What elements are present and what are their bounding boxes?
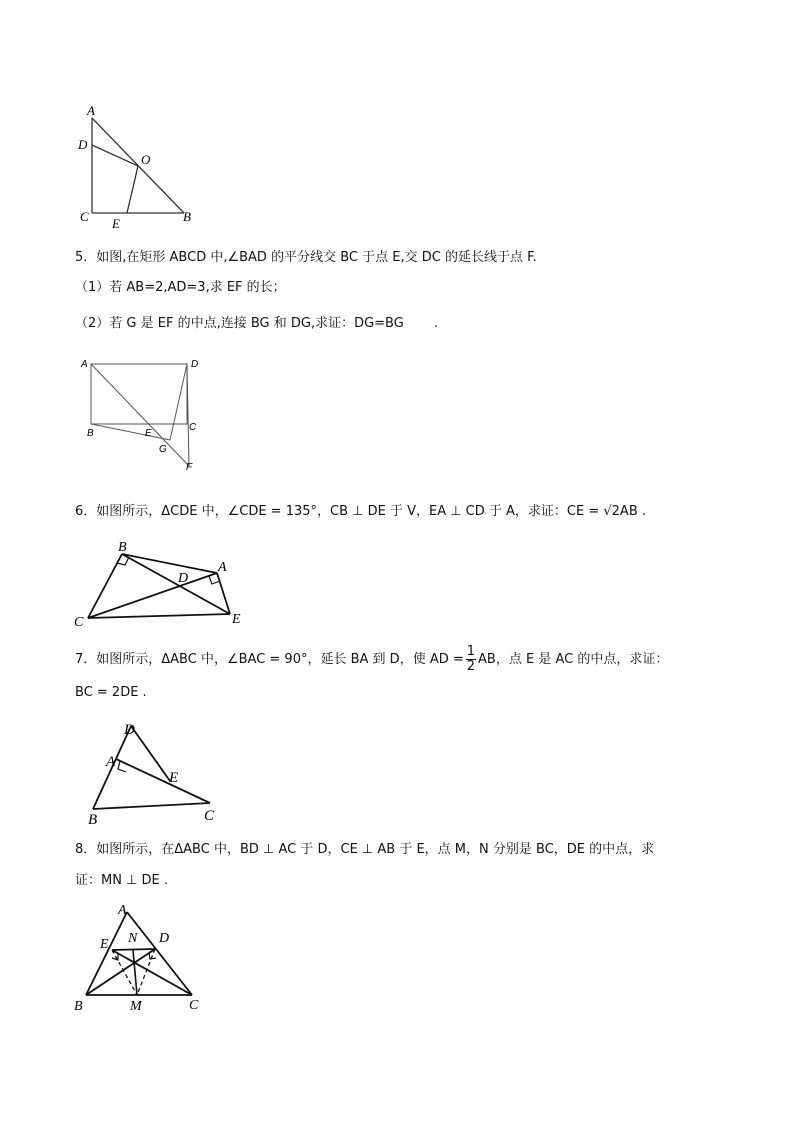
q6-text: 6．如图所示，ΔCDE 中，∠CDE = 135°，CB ⊥ DE 于 V，EA ⊥ CD 于 A，求证：CE = √2AB .: [75, 504, 647, 519]
fig5-label-f: F: [186, 462, 193, 473]
fig6-label-e: E: [232, 612, 241, 627]
fig7-label-c: C: [204, 808, 215, 824]
q7-text-after: AB，点 E 是 AC 的中点，求证：: [478, 652, 669, 667]
fig8-label-d: D: [159, 931, 170, 946]
q7-text: [75, 645, 668, 675]
fig4-label-c: C: [80, 209, 89, 224]
fig5-label-c: C: [189, 422, 197, 433]
figure-6: [70, 530, 260, 630]
fig5-label-e: E: [145, 428, 152, 439]
figure-8: [70, 898, 220, 1016]
q7-line2: BC = 2DE .: [75, 685, 147, 700]
q7-text-before: 7．如图所示，ΔABC 中，∠BAC = 90°，延长 BA 到 D，使 AD =: [75, 652, 464, 667]
q7-fraction-den: 2: [466, 659, 476, 674]
fig7-label-d: D: [124, 722, 135, 738]
q5-text: 5．如图,在矩形 ABCD 中,∠BAD 的平分线交 BC 于点 E,交 DC 的延长线于点 F.: [75, 250, 537, 265]
figure-4: [70, 100, 210, 230]
q5-part2-text: （2）若 G 是 EF 的中点,连接 BG 和 DG,求证：DG=BG: [75, 316, 404, 331]
fig8-label-n: N: [128, 931, 138, 946]
fig7-label-b: B: [88, 812, 98, 828]
fig4-label-d: D: [78, 137, 88, 152]
fig4-label-a: A: [87, 103, 95, 118]
fig5-label-a: A: [81, 359, 88, 370]
fig4-label-e: E: [112, 216, 120, 230]
fig8-label-c: C: [189, 998, 199, 1013]
fig6-label-b: B: [118, 540, 127, 555]
fig8-label-b: B: [74, 999, 83, 1014]
fig4-label-o: O: [141, 152, 151, 167]
fig7-label-a: A: [106, 754, 116, 770]
fig6-label-d: D: [178, 571, 189, 586]
q7-fraction-num: 1: [466, 644, 476, 659]
q7-fraction: [466, 645, 476, 674]
fig4-label-b: B: [183, 209, 191, 224]
fig6-label-a: A: [218, 560, 227, 575]
fig6-label-c: C: [74, 615, 84, 630]
fig8-label-e: E: [100, 937, 109, 952]
fig5-label-g: G: [159, 444, 167, 455]
fig8-label-m: M: [130, 999, 142, 1014]
fig5-label-b: B: [87, 428, 94, 439]
fig7-label-e: E: [169, 770, 179, 786]
figure-5: [75, 352, 215, 477]
fig8-label-a: A: [118, 903, 127, 918]
fig5-label-d: D: [191, 359, 199, 370]
q5-part2-tail: .: [433, 316, 439, 331]
q5-part1: （1）若 AB=2,AD=3,求 EF 的长；: [75, 280, 286, 295]
q5-part2: [75, 315, 438, 333]
q8-text: 8．如图所示，在ΔABC 中，BD ⊥ AC 于 D，CE ⊥ AB 于 E，点 M，N 分别是 BC，DE 的中点，求: [75, 842, 655, 857]
figure-7: [80, 714, 230, 829]
q8-line2: 证：MN ⊥ DE .: [75, 873, 169, 888]
